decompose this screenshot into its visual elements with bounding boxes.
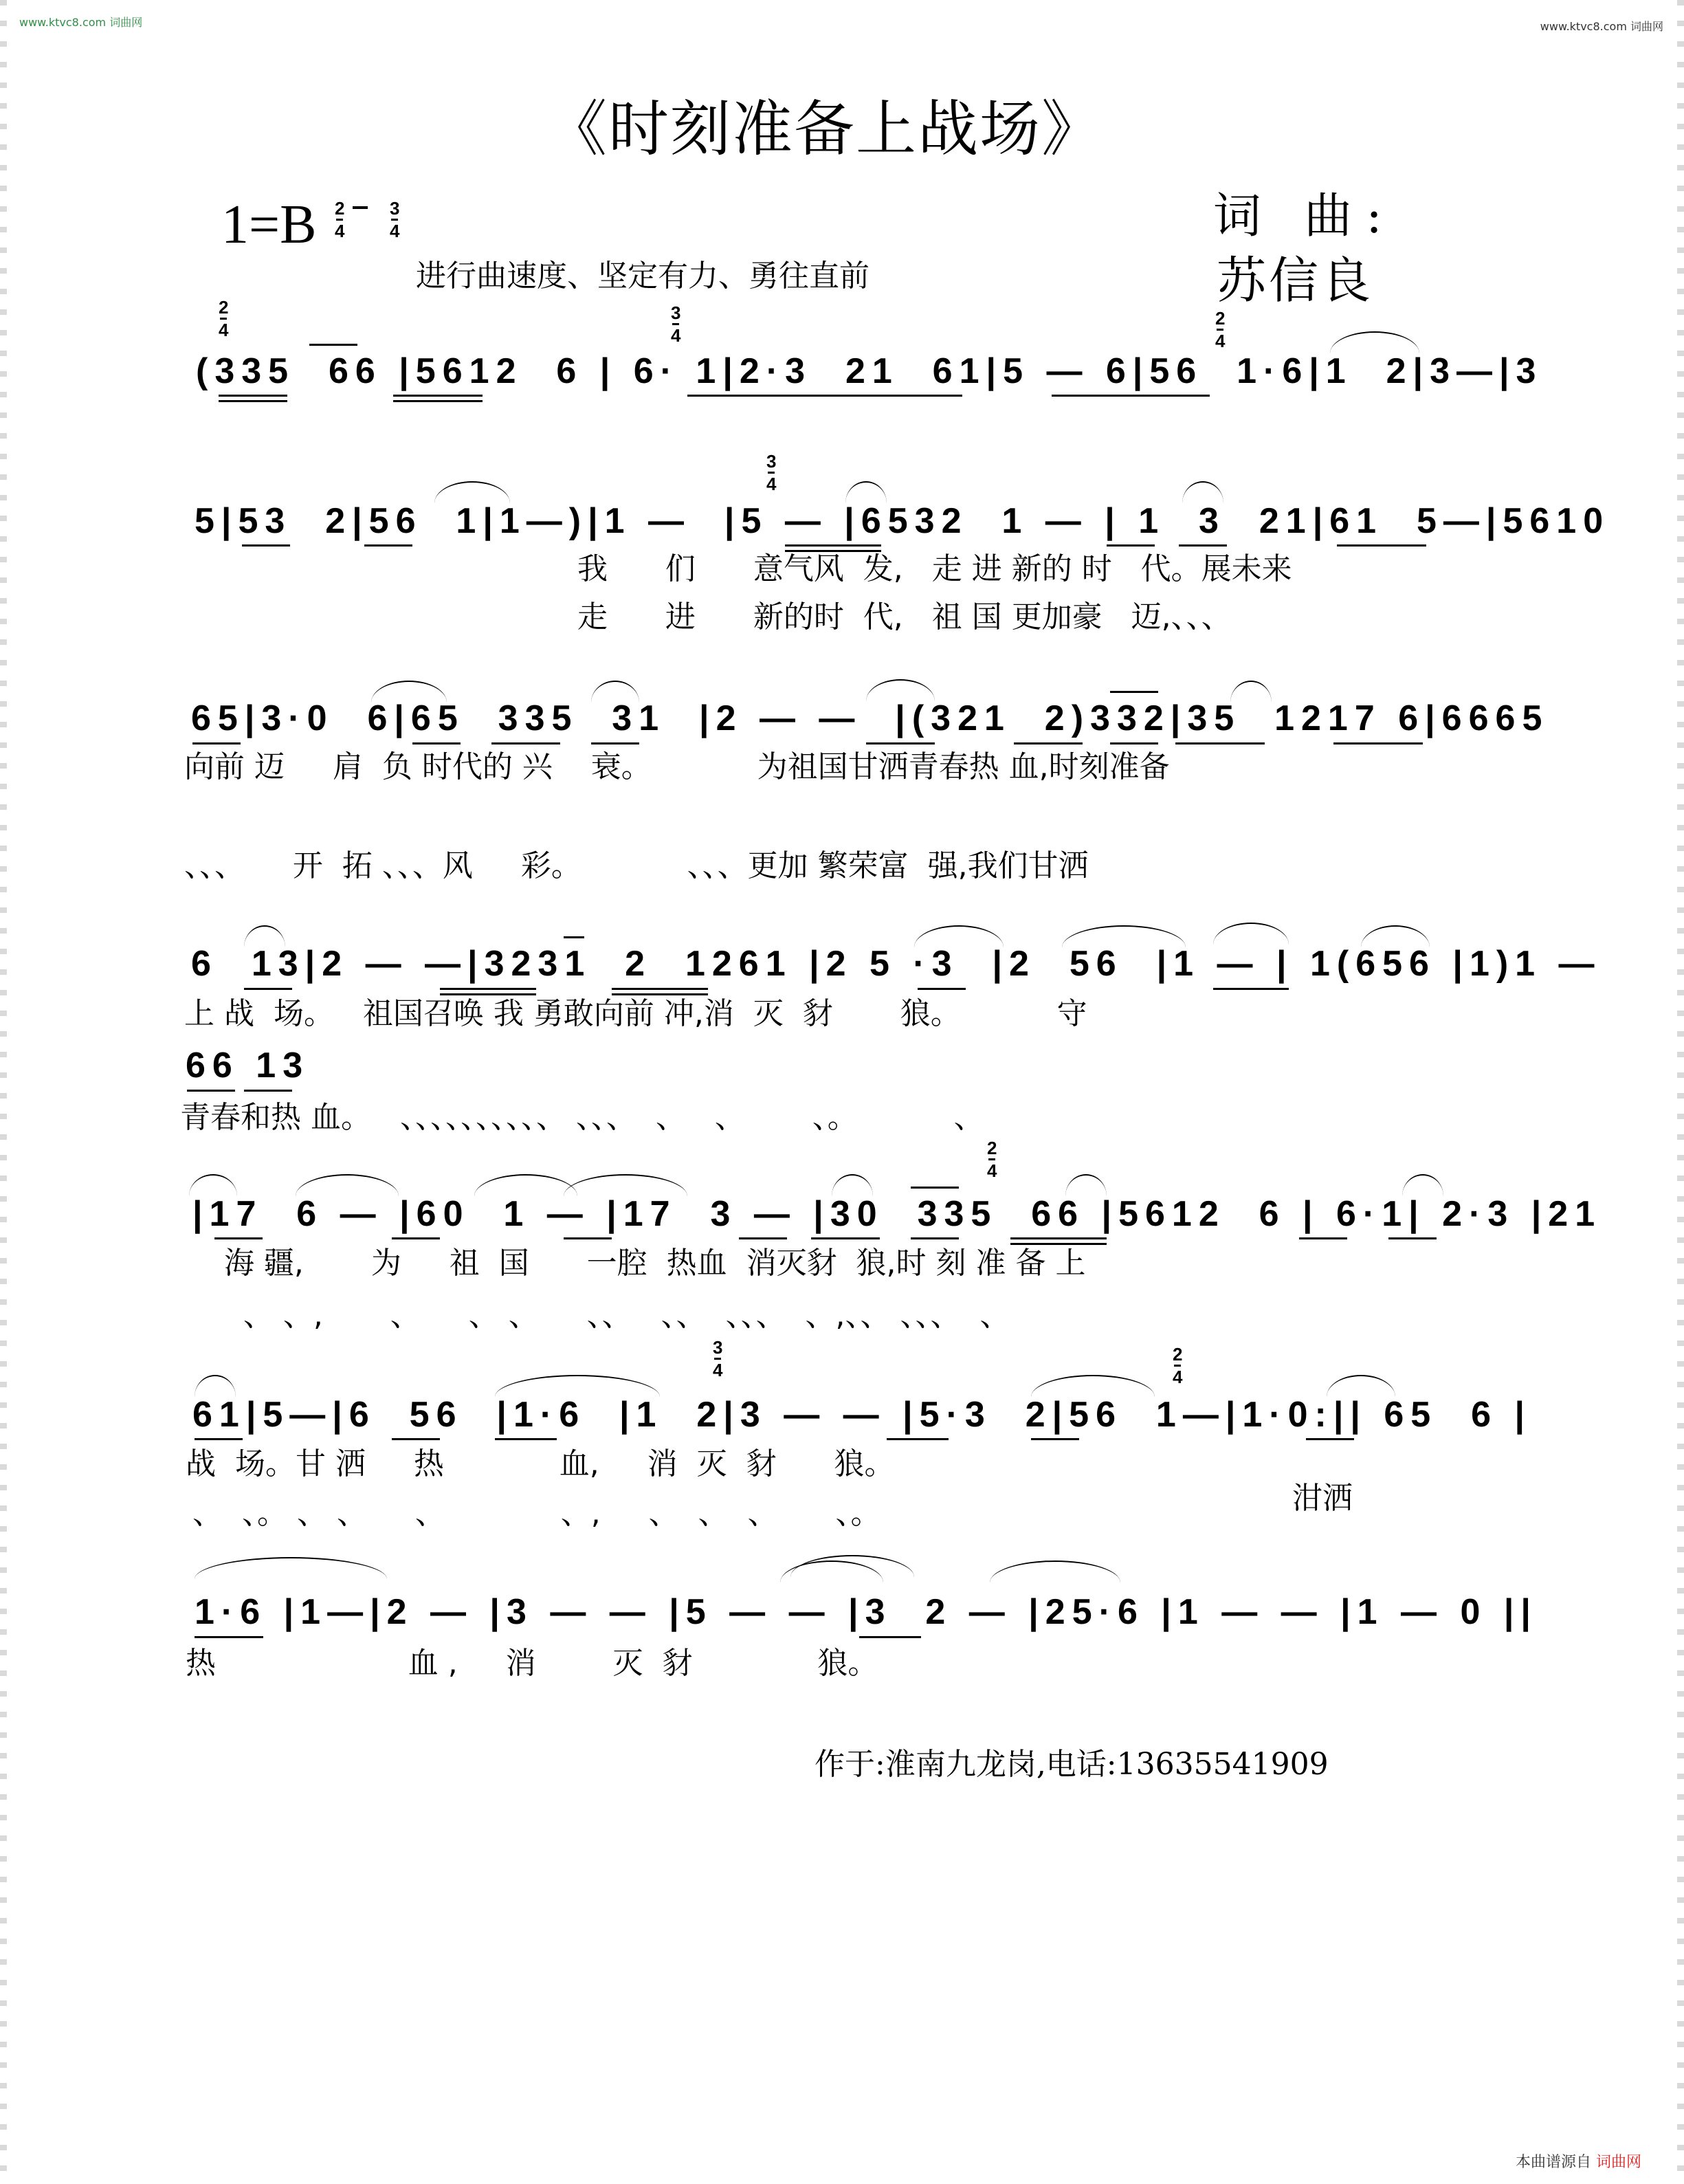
beam [1337,544,1426,547]
beam [393,400,483,402]
slur-arc [195,1375,236,1397]
slur-arc [914,925,1004,947]
ts-denominator: 4 [390,221,400,241]
beam [195,1636,263,1638]
slur-arc [1031,1375,1155,1397]
inline-time-signature: 3 4 [766,451,777,494]
slur-arc [1065,1174,1107,1196]
beam [219,400,287,402]
beam [392,1237,440,1239]
time-signature-2-4 [335,198,344,241]
slur-arc [1062,925,1186,947]
key-signature: 1=B [221,195,317,255]
score-line-6-notes: 61|5—|6 56 |1·6 |1 2|3 — — |5·3 2|56 1—|1·0:|| 65 6 | [192,1395,1532,1435]
lyric-side-note: 泔洒 [1292,1481,1353,1516]
beam [887,1438,949,1440]
beam [219,395,287,397]
beam [1107,544,1155,547]
ts-numerator: 2 [335,198,345,219]
beam [739,1237,787,1239]
inline-time-signature: 3 4 [713,1337,723,1380]
site-watermark-right[interactable]: www.ktvc8.com 词曲网 [1540,20,1663,33]
beam [440,988,536,990]
beam [1333,742,1423,744]
beam [1052,395,1210,397]
overline [1110,691,1158,693]
score-line-7-notes: 1·6 |1—|2 — |3 — — |5 — — |3 2 — |25·6 |1 — — |1 — 0 || [195,1592,1538,1632]
slur-arc [195,1557,387,1579]
slur-arc [296,1174,399,1196]
lyric-line-2a: 我 们 意气风 发, 走 进 新的 时 代。展未来 [577,551,1292,586]
lyric-line-6a: 战 场。甘 洒 热 血, 消 灭 豺 狼。 [186,1446,895,1481]
slur-arc [1402,1174,1443,1196]
triplet-arc [1213,923,1289,945]
slur-arc [1182,481,1223,503]
slur-arc [990,1560,1120,1582]
beam [364,544,412,547]
beam [491,742,560,744]
lyric-line-2b: 走 进 新的时 代, 祖 国 更加豪 迈,、、、 [577,599,1232,635]
ts-numerator: 3 [390,198,400,219]
beam [1010,1237,1107,1239]
site-watermark-left[interactable]: www.ktvc8.com 词曲网 [19,16,143,29]
score-line-4b-notes: 66 13 [186,1046,310,1085]
lyric-line-4a: 上 战 场。 祖国召唤 我 勇敢向前 冲,消 灭 豺 狼。 守 [184,996,1087,1031]
beam [612,988,708,990]
lyric-line-6b: 、 、。 、 、 、 、, 、 、 、 、。 [192,1496,881,1531]
inline-time-signature: 2 4 [1173,1344,1183,1387]
slur-arc [189,1174,237,1196]
slur-arc [832,1174,873,1196]
slur-arc [591,681,639,703]
beam [1388,1237,1437,1239]
beam [244,1090,292,1092]
lyric-line-3a: 向前 迈 肩 负 时代的 兴 衰。 为祖国甘洒青春热 血,时刻准备 [184,749,1170,784]
time-signature-dash [353,206,368,209]
overline [309,344,357,346]
score-line-2-notes: 5|53 2|56 1|1—)|1 — |5 — |6532 1 — | 1 3 21|61 5—|5610 [195,501,1610,541]
lyric-line-5b: 、 、, 、 、 、 、、 、、 、、、 、,、、 、、、 、 [186,1298,1010,1333]
song-title: 《时刻准备上战场》 [546,93,1103,164]
beam [1110,742,1158,744]
slur-arc [244,925,285,947]
beam [1299,1237,1347,1239]
lyric-line-4b: 青春和热 血。 、、、、、、、、、、 、、、 、 、 、。 、 [180,1100,984,1135]
source-badge-site[interactable]: 词曲网 [1595,2154,1641,2171]
beam [1179,544,1227,547]
score-line-5-notes: |17 6 — |60 1 — |17 3 — |30 335 66 |5612 6 | 6·1| 2·3 |21 [192,1194,1602,1234]
beam [1213,988,1289,990]
slur-arc [1330,331,1419,353]
beam [214,1237,263,1239]
credit-author: 苏信良 [1217,252,1374,309]
lyric-line-7: 热 血 , 消 灭 豺 狼。 [186,1646,878,1681]
slur-arc [1230,681,1272,703]
score-line-4-notes: 6 13|2 — —|3231 2 1261 |2 5 ·3 |2 56 |1 — | 1(656 |1)1 — [191,944,1602,984]
score-line-1-notes: (335 66 |5612 6 | 6· 1|2·3 21 61|5 — 6|56 1·6|1 2|3—|3 [196,351,1543,391]
slur-arc [474,1174,577,1196]
credit-label: 词 曲: [1213,188,1396,244]
tempo-marking: 进行曲速度、坚定有力、勇往直前 [416,258,869,294]
beam [1031,1438,1079,1440]
slur-arc [495,1375,660,1397]
inline-time-signature: 2 4 [219,297,229,340]
source-badge-text: 本曲谱源自 [1515,2154,1591,2171]
slur-arc [434,481,510,503]
triplet-arc [866,679,935,701]
beam [192,742,241,744]
beam [911,1237,959,1239]
beam [687,395,962,397]
beam [392,1438,440,1440]
slur-arc [845,481,887,503]
beam [564,1237,612,1239]
beam [412,742,461,744]
inline-time-signature: 2 4 [987,1138,997,1181]
slur-arc [1361,925,1430,947]
slur-arc [564,1174,687,1196]
lyric-line-3b: 、、、 开 拓 、、、风 彩。 、、、更加 繁荣富 强,我们甘洒 [184,848,1089,883]
beam [866,742,935,744]
beam [859,1636,921,1638]
beam [1014,742,1083,744]
beam [393,395,483,397]
overline [911,1187,959,1189]
lyric-line-5a: 海 疆, 为 祖 国 一腔 热血 消灭豺 狼,时 刻 准 备 上 [186,1246,1086,1281]
slur-arc [1327,1375,1395,1397]
left-page-border [0,0,7,2184]
beam [1175,742,1265,744]
beam [187,1090,235,1092]
slur-arc [790,1555,914,1577]
time-signature-3-4 [390,198,399,241]
beam [591,742,639,744]
slur-arc [371,681,447,703]
beam [1306,1438,1354,1440]
beam [785,544,881,547]
beam [195,1438,243,1440]
ts-denominator: 4 [335,221,345,241]
inline-time-signature: 3 4 [671,302,681,346]
source-badge[interactable] [1516,2150,1641,2172]
beam [918,988,966,990]
inline-time-signature: 2 4 [1215,308,1226,351]
overline [564,936,584,938]
footer-note: 作于:淮南九龙岗,电话:13635541909 [815,1747,1329,1782]
beam [811,1237,880,1239]
beam [244,988,292,990]
beam [242,544,290,547]
score-line-3-notes: 65|3·0 6|65 335 31 |2 — — |(321 2)332|35 1217 6|6665 [191,698,1549,738]
right-page-border [1677,0,1684,2184]
beam [495,1438,557,1440]
